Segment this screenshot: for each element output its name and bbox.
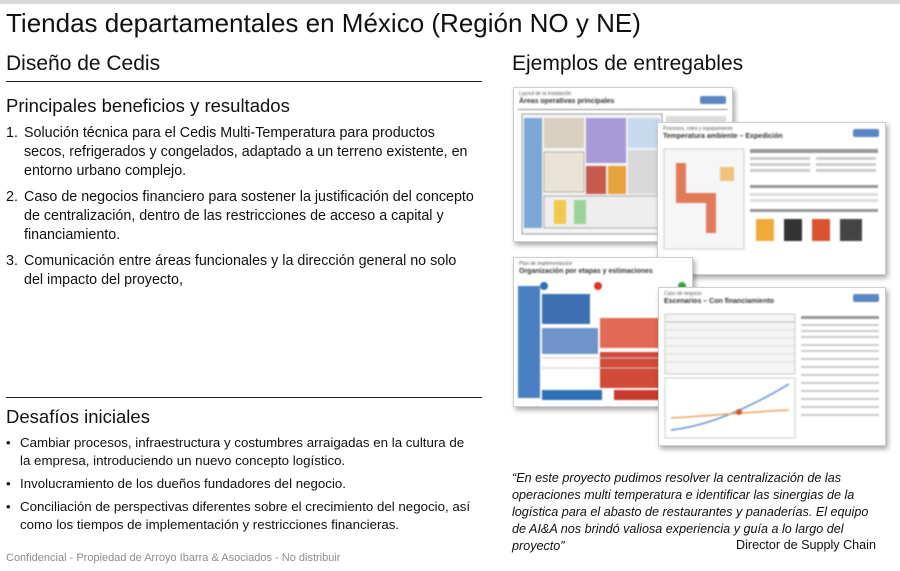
challenges-title: Desafíos iniciales [6,406,150,427]
thumbnail-title: Organización por etapas y estimaciones [519,268,653,275]
bullet: • [6,499,11,514]
item-text: Cambiar procesos, infraestructura y costumbres arraigadas en la cultura de la empresa, introduciendo un nuevo concepto logístico. [20,435,465,468]
item-text: Caso de negocios financiero para sostener la justificación del concepto de centralización, dentro de las restricciones de acceso a capital y financiamiento. [24,189,474,243]
item-text: Involucramiento de los dueños fundadores del negocio. [20,476,346,491]
list-item [6,124,476,181]
list-item [6,252,476,290]
challenges-list [6,434,476,539]
bullet: • [6,435,11,450]
thumbnail-header: Layout de la instalación [519,91,572,97]
client-quote: “En este proyecto pudimos resolver la centralización de las operaciones multi temperatura e identificar las sinergias de la logística para el abasto de restaurantes y panaderías. El equipo de AI&A nos brindó valiosa experiencia y guía a lo largo del proyecto” [512,471,869,553]
benefits-title: Principales beneficios y resultados [6,95,290,116]
thumbnail-header: Procesos, roles y equipamiento [663,126,733,132]
item-number: 1. [6,125,18,141]
list-item [6,475,476,493]
process-graphic [658,123,885,274]
confidential-footer: Confidencial - Propiedad de Arroyo Ibarra & Asociados - No distribuir [6,552,341,564]
item-text: Comunicación entre áreas funcionales y la dirección general no solo del impacto del proyecto, [24,253,457,288]
thumbnail-header: Plan de implementación [519,261,573,267]
thumbnail-title: Temperatura ambiente – Expedición [663,133,783,140]
financial-graphic [659,288,885,445]
benefits-list [6,124,476,297]
thumbnail-business-case [658,287,886,446]
thumbnail-header: Caso de negocio [664,291,702,297]
quote-attribution: Director de Supply Chain [735,538,876,552]
top-border [0,0,900,4]
divider-challenges [6,397,482,398]
list-item [6,434,476,470]
section-title-design: Diseño de Cedis [6,52,161,75]
item-number: 3. [6,253,18,269]
item-text: Conciliación de perspectivas diferentes sobre el crecimiento del negocio, así como los tiempos de implementación y restricciones financieras. [20,499,471,532]
bullet: • [6,476,11,491]
list-item [6,188,476,245]
thumbnail-ambient [657,122,886,275]
section-title-deliverables: Ejemplos de entregables [512,52,744,75]
item-text: Solución técnica para el Cedis Multi-Temperatura para productos secos, refrigerados y congelados, adaptado a un terreno existente, en entorno urbano complejo. [24,125,468,179]
divider-design [6,81,482,82]
thumbnail-title: Áreas operativas principales [519,98,615,105]
item-number: 2. [6,189,18,205]
page-title: Tiendas departamentales en México (Región NO y NE) [6,8,641,38]
list-item [6,498,476,534]
thumbnail-title: Escenarios – Con financiamiento [664,298,775,305]
